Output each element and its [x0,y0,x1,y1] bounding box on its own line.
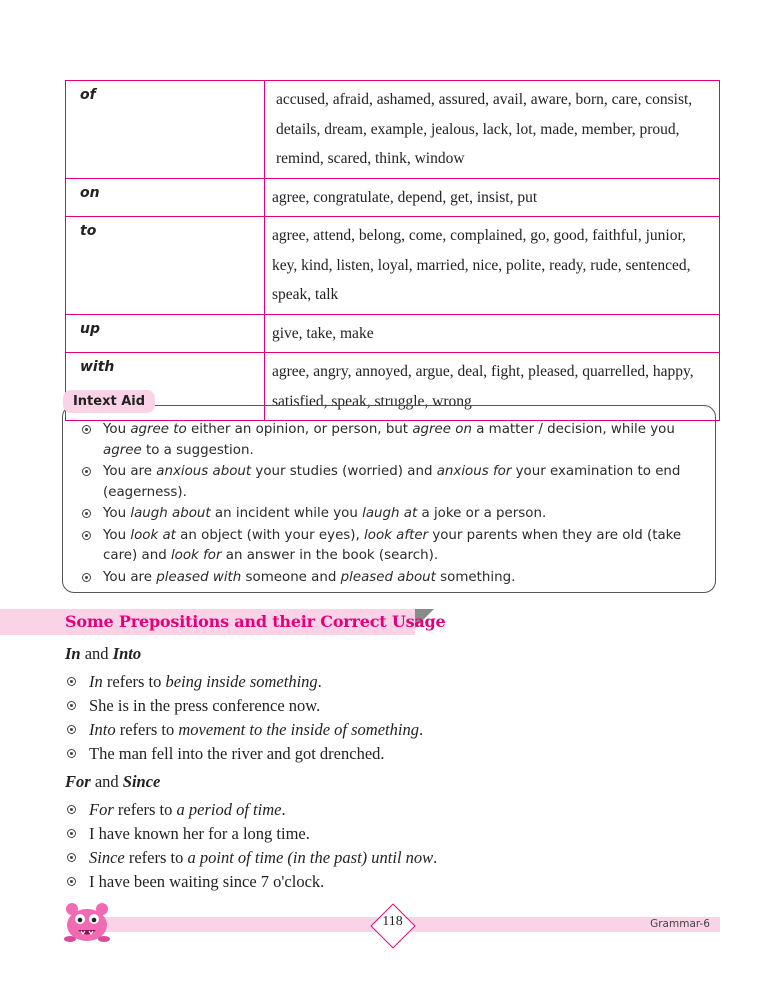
target-bullet-icon [67,805,76,814]
target-bullet-icon [82,467,91,476]
target-bullet-icon [82,425,91,434]
list-item: You laugh about an incident while you laugh at a joke or a person. [79,504,701,525]
sub-heading-in-into: In and Into [65,644,142,663]
preposition-cell: to [66,217,265,315]
intext-aid-box [62,405,716,593]
pink-monster-mascot-icon [60,895,115,945]
target-bullet-icon [82,573,91,582]
list-item: The man fell into the river and got drenched. [65,742,423,766]
intext-aid-title: Intext Aid [63,390,155,413]
list-item: In refers to being inside something. [65,670,423,694]
table-row [66,217,720,315]
preposition-cell: with [66,353,265,421]
preposition-cell: up [66,314,265,353]
list-item: You look at an object (with your eyes), look after your parents when they are old (take care) and look for an answer in the book (search). [79,526,701,567]
target-bullet-icon [67,829,76,838]
list-item: Since refers to a point of time (in the past) until now. [65,846,437,870]
target-bullet-icon [67,701,76,710]
section-title: Some Prepositions and their Correct Usage [65,612,446,631]
table-row [66,81,720,179]
target-bullet-icon [82,531,91,540]
words-cell: accused, afraid, ashamed, assured, avail, aware, born, care, consist, details, dream, example, jealous, lack, lot, made, member, proud, remind, scared, think, window [265,81,720,179]
for-since-list [65,798,437,894]
list-item: I have been waiting since 7 o'clock. [65,870,437,894]
words-cell: agree, angry, annoyed, argue, deal, fight, pleased, quarrelled, happy, satisfied, speak, struggle, wrong [265,353,720,421]
in-into-list [65,670,423,766]
list-item: Into refers to movement to the inside of something. [65,718,423,742]
preposition-cell: of [66,81,265,179]
footer-label: Grammar-6 [650,918,710,930]
list-item: You are anxious about your studies (worried) and anxious for your examination to end (eagerness). [79,462,701,503]
sub-heading-for-since: For and Since [65,772,161,791]
preposition-table [65,80,720,421]
target-bullet-icon [67,853,76,862]
words-cell: agree, attend, belong, come, complained, go, good, faithful, junior, key, kind, listen, loyal, married, nice, polite, ready, rude, sentenced, speak, talk [265,217,720,315]
words-cell: give, take, make [265,314,720,353]
target-bullet-icon [67,877,76,886]
list-item: You agree to either an opinion, or person, but agree on a matter / decision, while you agree to a suggestion. [79,420,701,461]
target-bullet-icon [82,509,91,518]
table-row [66,178,720,217]
list-item: For refers to a period of time. [65,798,437,822]
preposition-cell: on [66,178,265,217]
target-bullet-icon [67,677,76,686]
list-item: I have known her for a long time. [65,822,437,846]
intext-aid-list [79,420,701,588]
list-item: You are pleased with someone and pleased about something. [79,568,701,589]
target-bullet-icon [67,749,76,758]
target-bullet-icon [67,725,76,734]
table-row [66,314,720,353]
list-item: She is in the press conference now. [65,694,423,718]
page-number: 118 [382,914,403,929]
words-cell: agree, congratulate, depend, get, insist, put [265,178,720,217]
